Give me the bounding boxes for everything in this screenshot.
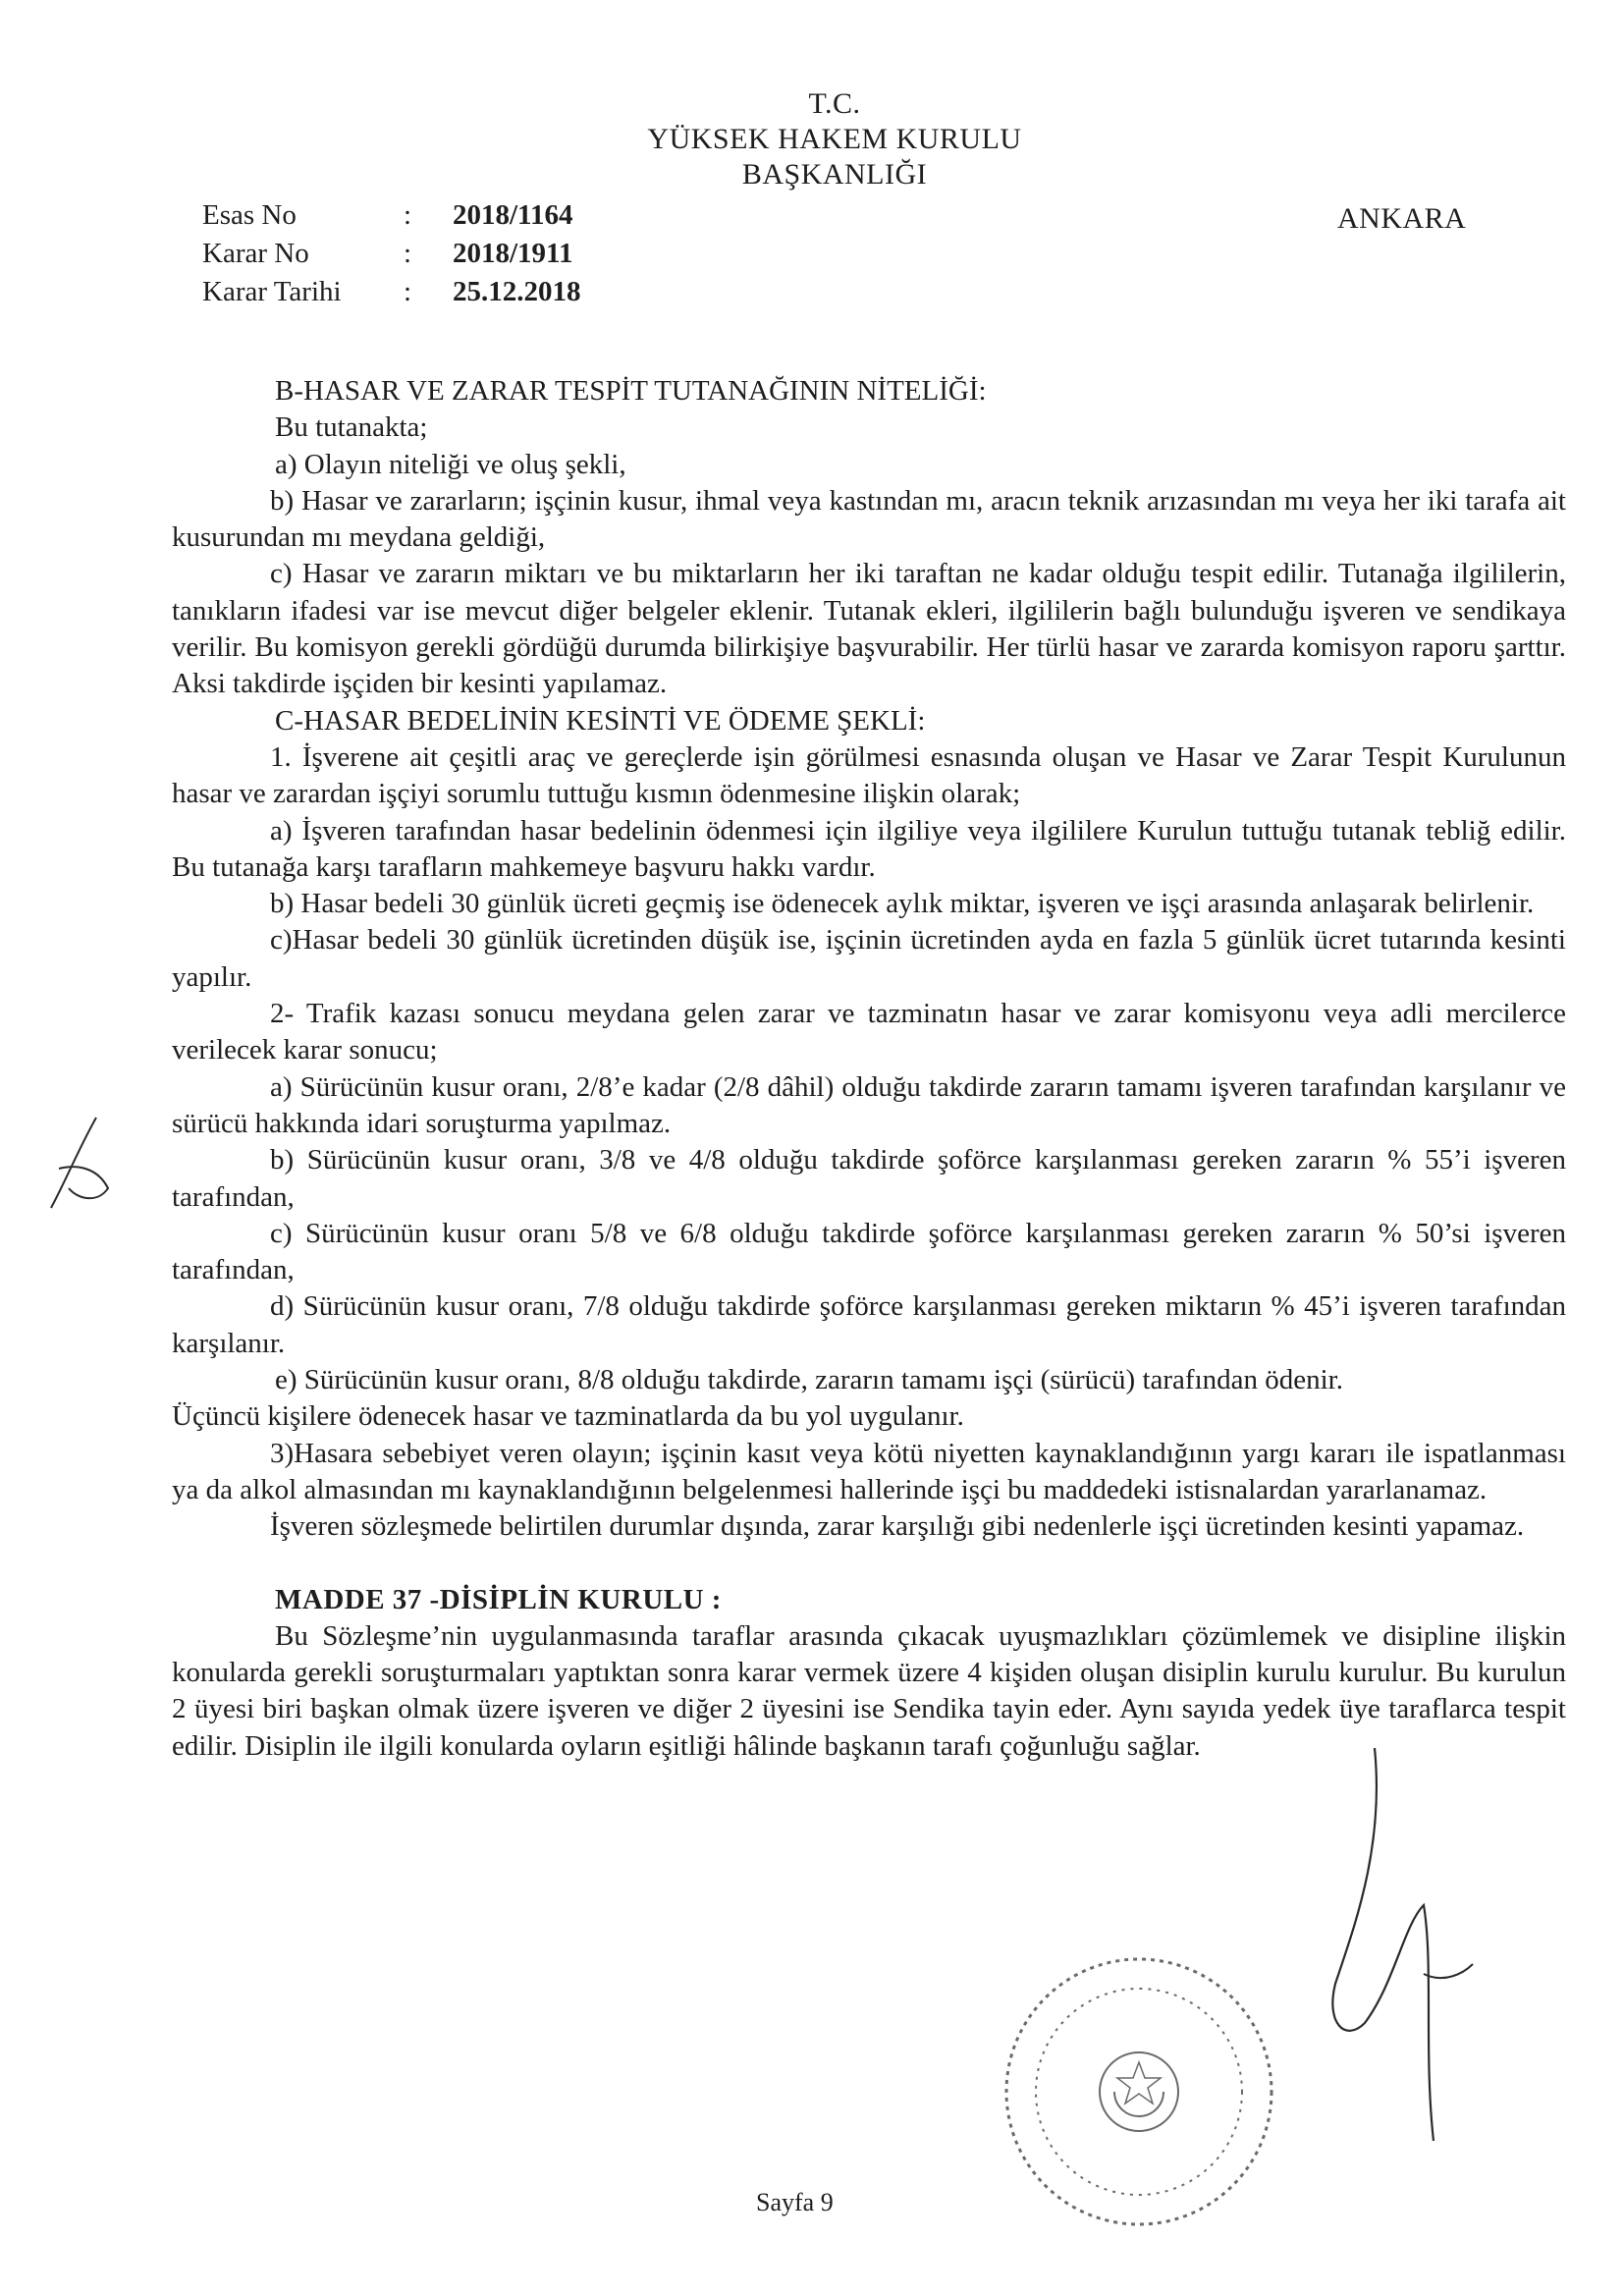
section-c-item-1c: c)Hasar bedeli 30 günlük ücretinden düşük ise, işçinin ücretinden ayda en fazla 5 günlük ücret tutarında kesinti yapılır.	[172, 924, 1566, 993]
section-b-item-c: c) Hasar ve zararın miktarı ve bu miktarların her iki taraftan ne kadar olduğu tespit edilir. Tutanağa ilgililerin, tanıkların ifadesi var ise mevcut diğer belgeler eklenir. Tutanak ekleri, ilgililerin bağlı bulunduğu işveren ve sendikaya verilir. Bu komisyon gerekli gördüğü durumda bilirkişiye başvurabilir. Her türlü hasar ve zararda komisyon raporu şarttır. Aksi takdirde işçiden bir kesinti yapılamaz.	[172, 558, 1566, 700]
meta-key: Karar Tarihi	[202, 276, 342, 307]
header-department: BAŞKANLIĞI	[741, 158, 928, 191]
meta-value: 2018/1911	[453, 238, 573, 269]
section-c-item-2a: a) Sürücünün kusur oranı, 2/8’e kadar (2/8 dâhil) olduğu takdirde zararın tamamı işveren tarafından karşılanır ve sürücü hakkında idari soruşturma yapılmaz.	[172, 1070, 1566, 1139]
section-c-heading: C-HASAR BEDELİNİN KESİNTİ VE ÖDEME ŞEKLİ:	[275, 704, 926, 737]
meta-value: 25.12.2018	[453, 276, 581, 307]
meta-colon: :	[404, 199, 412, 231]
header-tc: T.C.	[808, 87, 861, 120]
section-c-item-2c: c) Sürücünün kusur oranı 5/8 ve 6/8 olduğu takdirde şoförce karşılanması gereken zararın % 50’si işveren tarafından,	[172, 1217, 1566, 1286]
section-b-heading: B-HASAR VE ZARAR TESPİT TUTANAĞININ NİTELİĞİ:	[275, 375, 987, 407]
article-37-heading: MADDE 37 -DİSİPLİN KURULU :	[275, 1583, 722, 1615]
section-c-item-2e: e) Sürücünün kusur oranı, 8/8 olduğu takdirde, zararın tamamı işçi (sürücü) tarafından ödenir.	[275, 1364, 1343, 1396]
city-label: ANKARA	[1337, 202, 1467, 235]
section-c-item-3: 3)Hasara sebebiyet veren olayın; işçinin kasıt veya kötü niyetten kaynaklandığının yargı kararı ile ispatlanması ya da alkol almasından mı kaynaklandığının belgelenmesi hallerinde işçi bu maddedeki istisnalardan yararlanamaz.	[172, 1437, 1566, 1505]
meta-colon: :	[404, 238, 412, 269]
meta-row-tarih	[202, 273, 581, 311]
section-c-item-1: 1. İşverene ait çeşitli araç ve gereçlerde işin görülmesi esnasında oluşan ve Hasar ve Zarar Tespit Kurulunun hasar ve zarardan işçiyi sorumlu tuttuğu kısmın ödenmesine ilişkin olarak;	[172, 740, 1566, 810]
document-body	[172, 373, 1566, 1765]
meta-row-karar	[202, 235, 581, 273]
document-header	[550, 86, 1119, 192]
section-c-item-1a: a) İşveren tarafından hasar bedelinin ödenmesi için ilgiliye veya ilgililere Kurulun tuttuğu tutanak tebliğ edilir. Bu tutanağa karşı tarafların mahkemeye başvuru hakkı vardır.	[172, 814, 1566, 883]
article-37-text: Bu Sözleşme’nin uygulanmasında taraflar arasında çıkacak uyuşmazlıkları çözümlemek ve disipline ilişkin konularda gerekli soruşturmaları yaptıktan sonra karar vermek üzere 4 kişiden oluşan disiplin kurulu kurulur. Bu kurulun 2 üyesi biri başkan olmak üzere işveren ve diğer 2 üyesini ise Sendika tayin eder. Aynı sayıda yedek üye taraflarca tespit edilir. Disiplin ile ilgili konularda oyların eşitliği hâlinde başkanın tarafı çoğunluğu sağlar.	[172, 1619, 1566, 1762]
meta-row-esas	[202, 196, 581, 235]
header-institution: YÜKSEK HAKEM KURULU	[647, 123, 1022, 155]
section-c-item-2b: b) Sürücünün kusur oranı, 3/8 ve 4/8 olduğu takdirde şoförce karşılanması gereken zararın % 55’i işveren tarafından,	[172, 1144, 1566, 1213]
page-number: Sayfa 9	[756, 2188, 834, 2216]
meta-value: 2018/1164	[453, 199, 573, 231]
meta-colon: :	[404, 276, 412, 307]
official-seal	[992, 1944, 1286, 2239]
section-c-item-2: 2- Trafik kazası sonucu meydana gelen zarar ve tazminatın hasar ve zarar komisyonu veya adli mercilerce verilecek karar sonucu;	[172, 998, 1566, 1066]
section-c-item-4: İşveren sözleşmede belirtilen durumlar dışında, zarar karşılığı gibi nedenlerle işçi ücretinden kesinti yapamaz.	[270, 1510, 1525, 1543]
section-c-item-2d: d) Sürücünün kusur oranı, 7/8 olduğu takdirde şoförce karşılanması gereken miktarın % 45’i işveren tarafından karşılanır.	[172, 1290, 1566, 1359]
section-c-item-1b: b) Hasar bedeli 30 günlük ücreti geçmiş ise ödenecek aylık miktar, işveren ve işçi arasında anlaşarak belirlenir.	[270, 888, 1535, 920]
section-b-intro: Bu tutanakta;	[275, 411, 428, 444]
spacer	[172, 1546, 1566, 1582]
section-b-item-b: b) Hasar ve zararların; işçinin kusur, ihmal veya kastından mı, aracın teknik arızasından mı veya her iki tarafa ait kusurundan mı meydana geldiği,	[172, 484, 1566, 554]
handwritten-signature	[1316, 1728, 1492, 2180]
margin-initial-mark	[39, 1110, 118, 1218]
section-b-item-a: a) Olayın niteliği ve oluş şekli,	[275, 448, 626, 480]
case-meta	[202, 196, 581, 311]
meta-key: Esas No	[202, 199, 297, 231]
section-c-item-2f: Üçüncü kişilere ödenecek hasar ve tazminatlarda da bu yol uygulanır.	[172, 1400, 964, 1433]
meta-key: Karar No	[202, 238, 309, 269]
